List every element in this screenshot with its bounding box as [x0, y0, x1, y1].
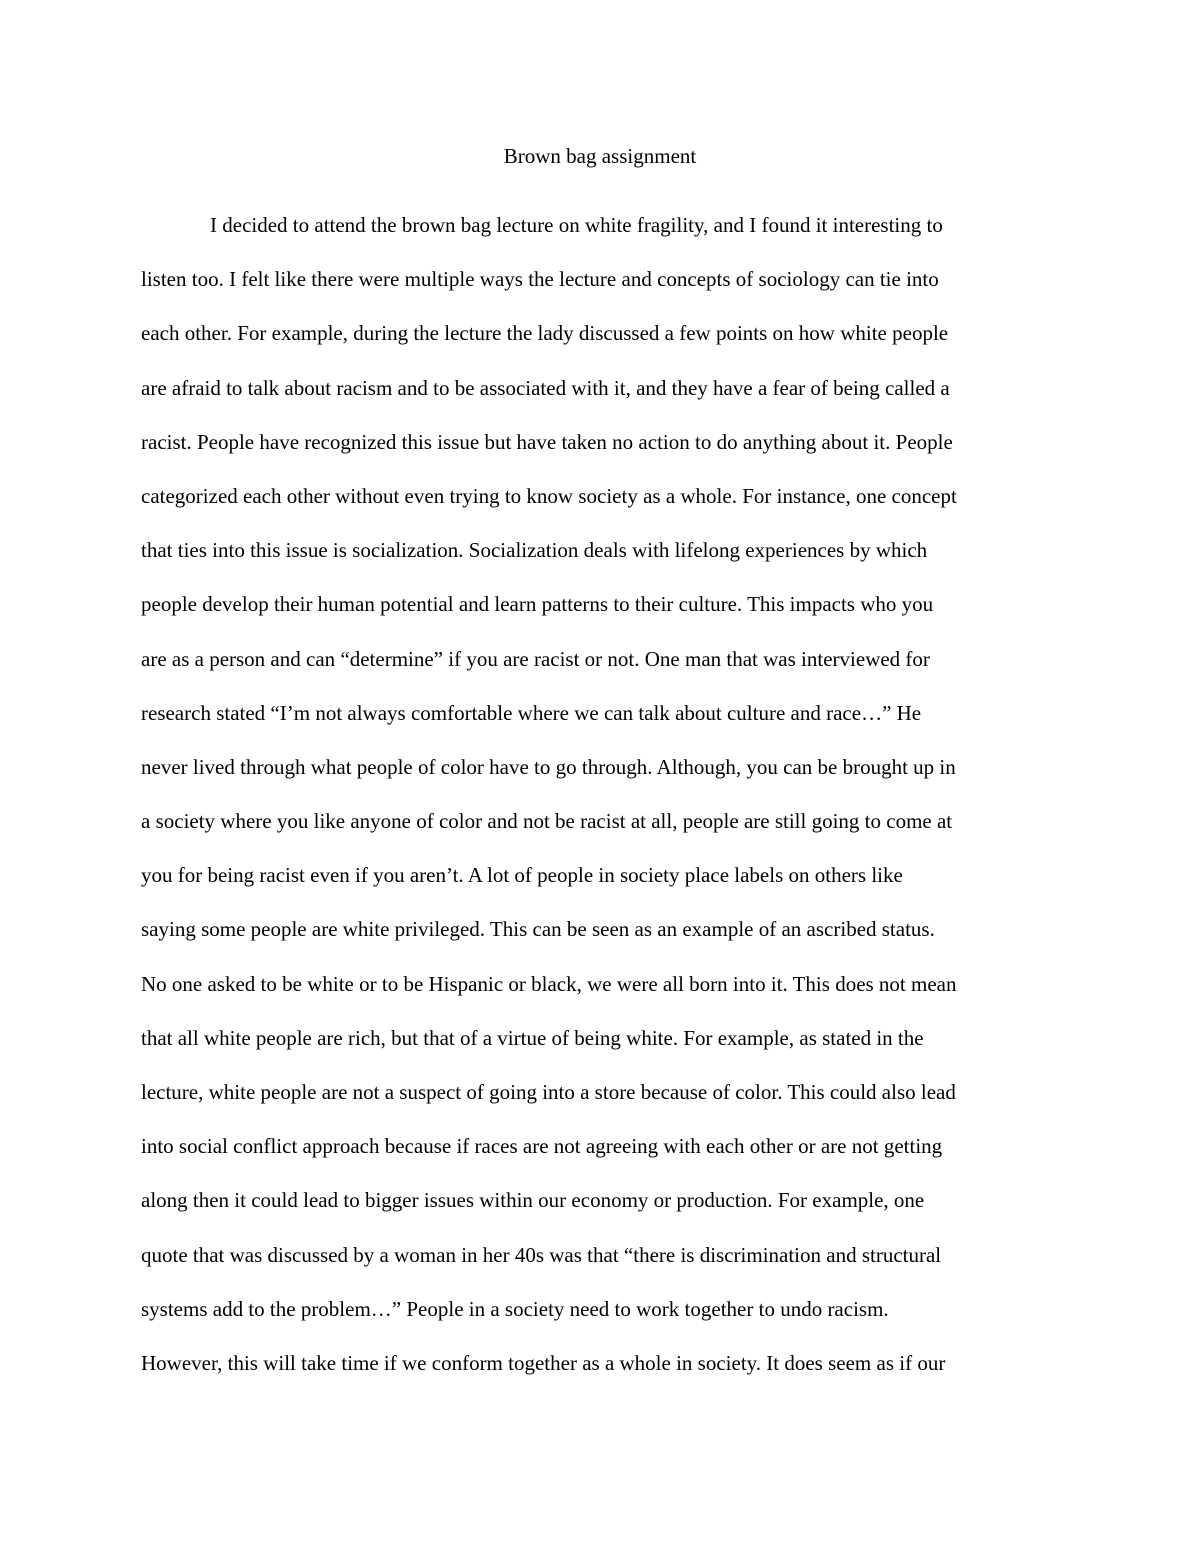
- body-line: that ties into this issue is socialization. Socialization deals with lifelong experiences by which: [141, 538, 928, 563]
- body-line: systems add to the problem…” People in a society need to work together to undo racism.: [141, 1296, 889, 1321]
- body-line: research stated “I’m not always comfortable where we can talk about culture and race…” He: [141, 700, 922, 725]
- body-line: quote that was discussed by a woman in her 40s was that “there is discrimination and structural: [141, 1242, 942, 1267]
- body-line: No one asked to be white or to be Hispanic or black, we were all born into it. This does not mean: [141, 971, 957, 996]
- body-line: I decided to attend the brown bag lecture on white fragility, and I found it interesting to: [210, 213, 943, 237]
- body-line: lecture, white people are not a suspect of going into a store because of color. This could also lead: [141, 1080, 956, 1104]
- body-line: you for being racist even if you aren’t. A lot of people in society place labels on others like: [141, 863, 903, 888]
- body-line: racist. People have recognized this issue but have taken no action to do anything about it. People: [141, 429, 953, 454]
- body-line: never lived through what people of color have to go through. Although, you can be brought up in: [141, 754, 956, 779]
- body-line: However, this will take time if we conform together as a whole in society. It does seem as if our: [141, 1350, 946, 1375]
- body-line: into social conflict approach because if races are not agreeing with each other or are not getting: [141, 1134, 943, 1159]
- body-line: each other. For example, during the lecture the lady discussed a few points on how white people: [141, 321, 949, 346]
- body-line: listen too. I felt like there were multiple ways the lecture and concepts of sociology can tie into: [141, 267, 939, 292]
- body-line: saying some people are white privileged. This can be seen as an example of an ascribed status.: [141, 917, 935, 942]
- document-title: Brown bag assignment: [503, 144, 697, 168]
- body-line: people develop their human potential and learn patterns to their culture. This impacts who you: [141, 592, 934, 617]
- body-line: categorized each other without even trying to know society as a whole. For instance, one concept: [141, 483, 957, 508]
- body-line: a society where you like anyone of color and not be racist at all, people are still going to come at: [141, 809, 953, 834]
- body-line: are afraid to talk about racism and to be associated with it, and they have a fear of being called a: [141, 375, 950, 400]
- body-line: are as a person and can “determine” if you are racist or not. One man that was interviewed for: [141, 646, 930, 671]
- body-line: along then it could lead to bigger issues within our economy or production. For example, one: [141, 1188, 925, 1213]
- body-line: that all white people are rich, but that of a virtue of being white. For example, as stated in the: [141, 1025, 924, 1050]
- document-body: [141, 205, 1071, 1397]
